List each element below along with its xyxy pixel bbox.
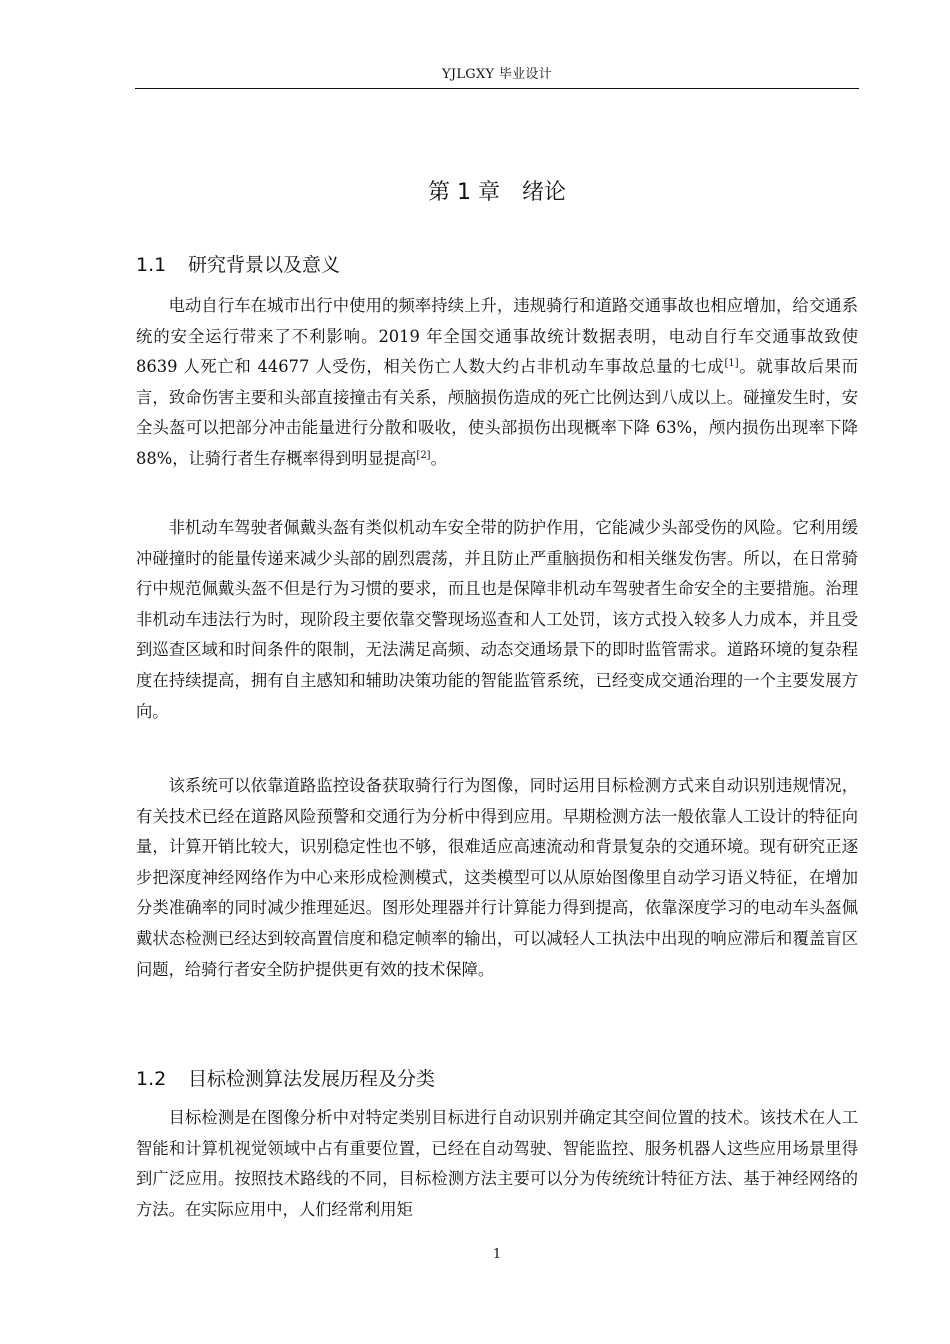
page-header: YJLGXY 毕业设计 xyxy=(441,67,553,82)
paragraph-text: 。就事故后果而言，致命伤害主要和头部直接撞击有关系，颅脑损伤造成的死亡比例达到八成以上。碰撞发生时，安全头盔可以把部分冲击能量进行分散和吸收，使头部损伤出现概率下降 63%，颅内损伤出现率下降 88%，让骑行者生存概率得到明显提高 xyxy=(136,357,858,468)
paragraph-1 xyxy=(136,291,858,475)
header-rule xyxy=(135,88,859,89)
page-number: 1 xyxy=(492,1247,502,1262)
chapter-title xyxy=(135,178,859,208)
section-title-text: 研究背景以及意义 xyxy=(188,254,341,276)
citation-2: [2] xyxy=(416,449,431,461)
section-title-text: 目标检测算法发展历程及分类 xyxy=(188,1068,436,1090)
citation-1: [1] xyxy=(724,358,739,370)
paragraph-4: 目标检测是在图像分析中对特定类别目标进行自动识别并确定其空间位置的技术。该技术在人工智能和计算机视觉领域中占有重要位置，已经在自动驾驶、智能监控、服务机器人这些应用场景里得到广泛应用。按照技术路线的不同，目标检测方法主要可以分为传统统计特征方法、基于神经网络的方法。在实际应用中，人们经常利用矩 xyxy=(136,1108,858,1219)
section-number: 1.2 xyxy=(136,1068,167,1090)
section-number: 1.1 xyxy=(136,254,167,276)
chapter-name: 绪论 xyxy=(521,180,566,205)
section-heading-1-1 xyxy=(136,252,340,278)
paragraph-2: 非机动车驾驶者佩戴头盔有类似机动车安全带的防护作用，它能减少头部受伤的风险。它利用缓冲碰撞时的能量传递来减少头部的剧烈震荡，并且防止严重脑损伤和相关继发伤害。所以，在日常骑行中规范佩戴头盔不但是行为习惯的要求，而且也是保障非机动车驾驶者生命安全的主要措施。治理非机动车违法行为时，现阶段主要依靠交警现场巡查和人工处罚，该方式投入较多人力成本，并且受到巡查区域和时间条件的限制，无法满足高频、动态交通场景下的即时监管需求。道路环境的复杂程度在持续提高，拥有自主感知和辅助决策功能的智能监管系统，已经变成交通治理的一个主要发展方向。 xyxy=(136,518,858,721)
paragraph-3: 该系统可以依靠道路监控设备获取骑行行为图像，同时运用目标检测方式来自动识别违规情况，有关技术已经在道路风险预警和交通行为分析中得到应用。早期检测方法一般依靠人工设计的特征向量，计算开销比较大，识别稳定性也不够，很难适应高速流动和背景复杂的交通环境。现有研究正逐步把深度神经网络作为中心来形成检测模式，这类模型可以从原始图像里自动学习语义特征，在增加分类准确率的同时减少推理延迟。图形处理器并行计算能力得到提高，依靠深度学习的电动车头盔佩戴状态检测已经达到较高置信度和稳定帧率的输出，可以减轻人工执法中出现的响应滞后和覆盖盲区问题，给骑行者安全防护提供更有效的技术保障。 xyxy=(136,776,858,979)
paragraph-text: 。 xyxy=(430,448,447,468)
chapter-number: 第 1 章 xyxy=(428,180,500,205)
paragraph-text: 电动自行车在城市出行中使用的频率持续上升，违规骑行和道路交通事故也相应增加，给交通系统的安全运行带来了不利影响。2019 年全国交通事故统计数据表明，电动自行车交通事故致使 8639 人死亡和 44677 人受伤，相关伤亡人数大约占非机动车事故总量的七成 xyxy=(136,296,858,377)
section-heading-1-2 xyxy=(136,1066,435,1092)
